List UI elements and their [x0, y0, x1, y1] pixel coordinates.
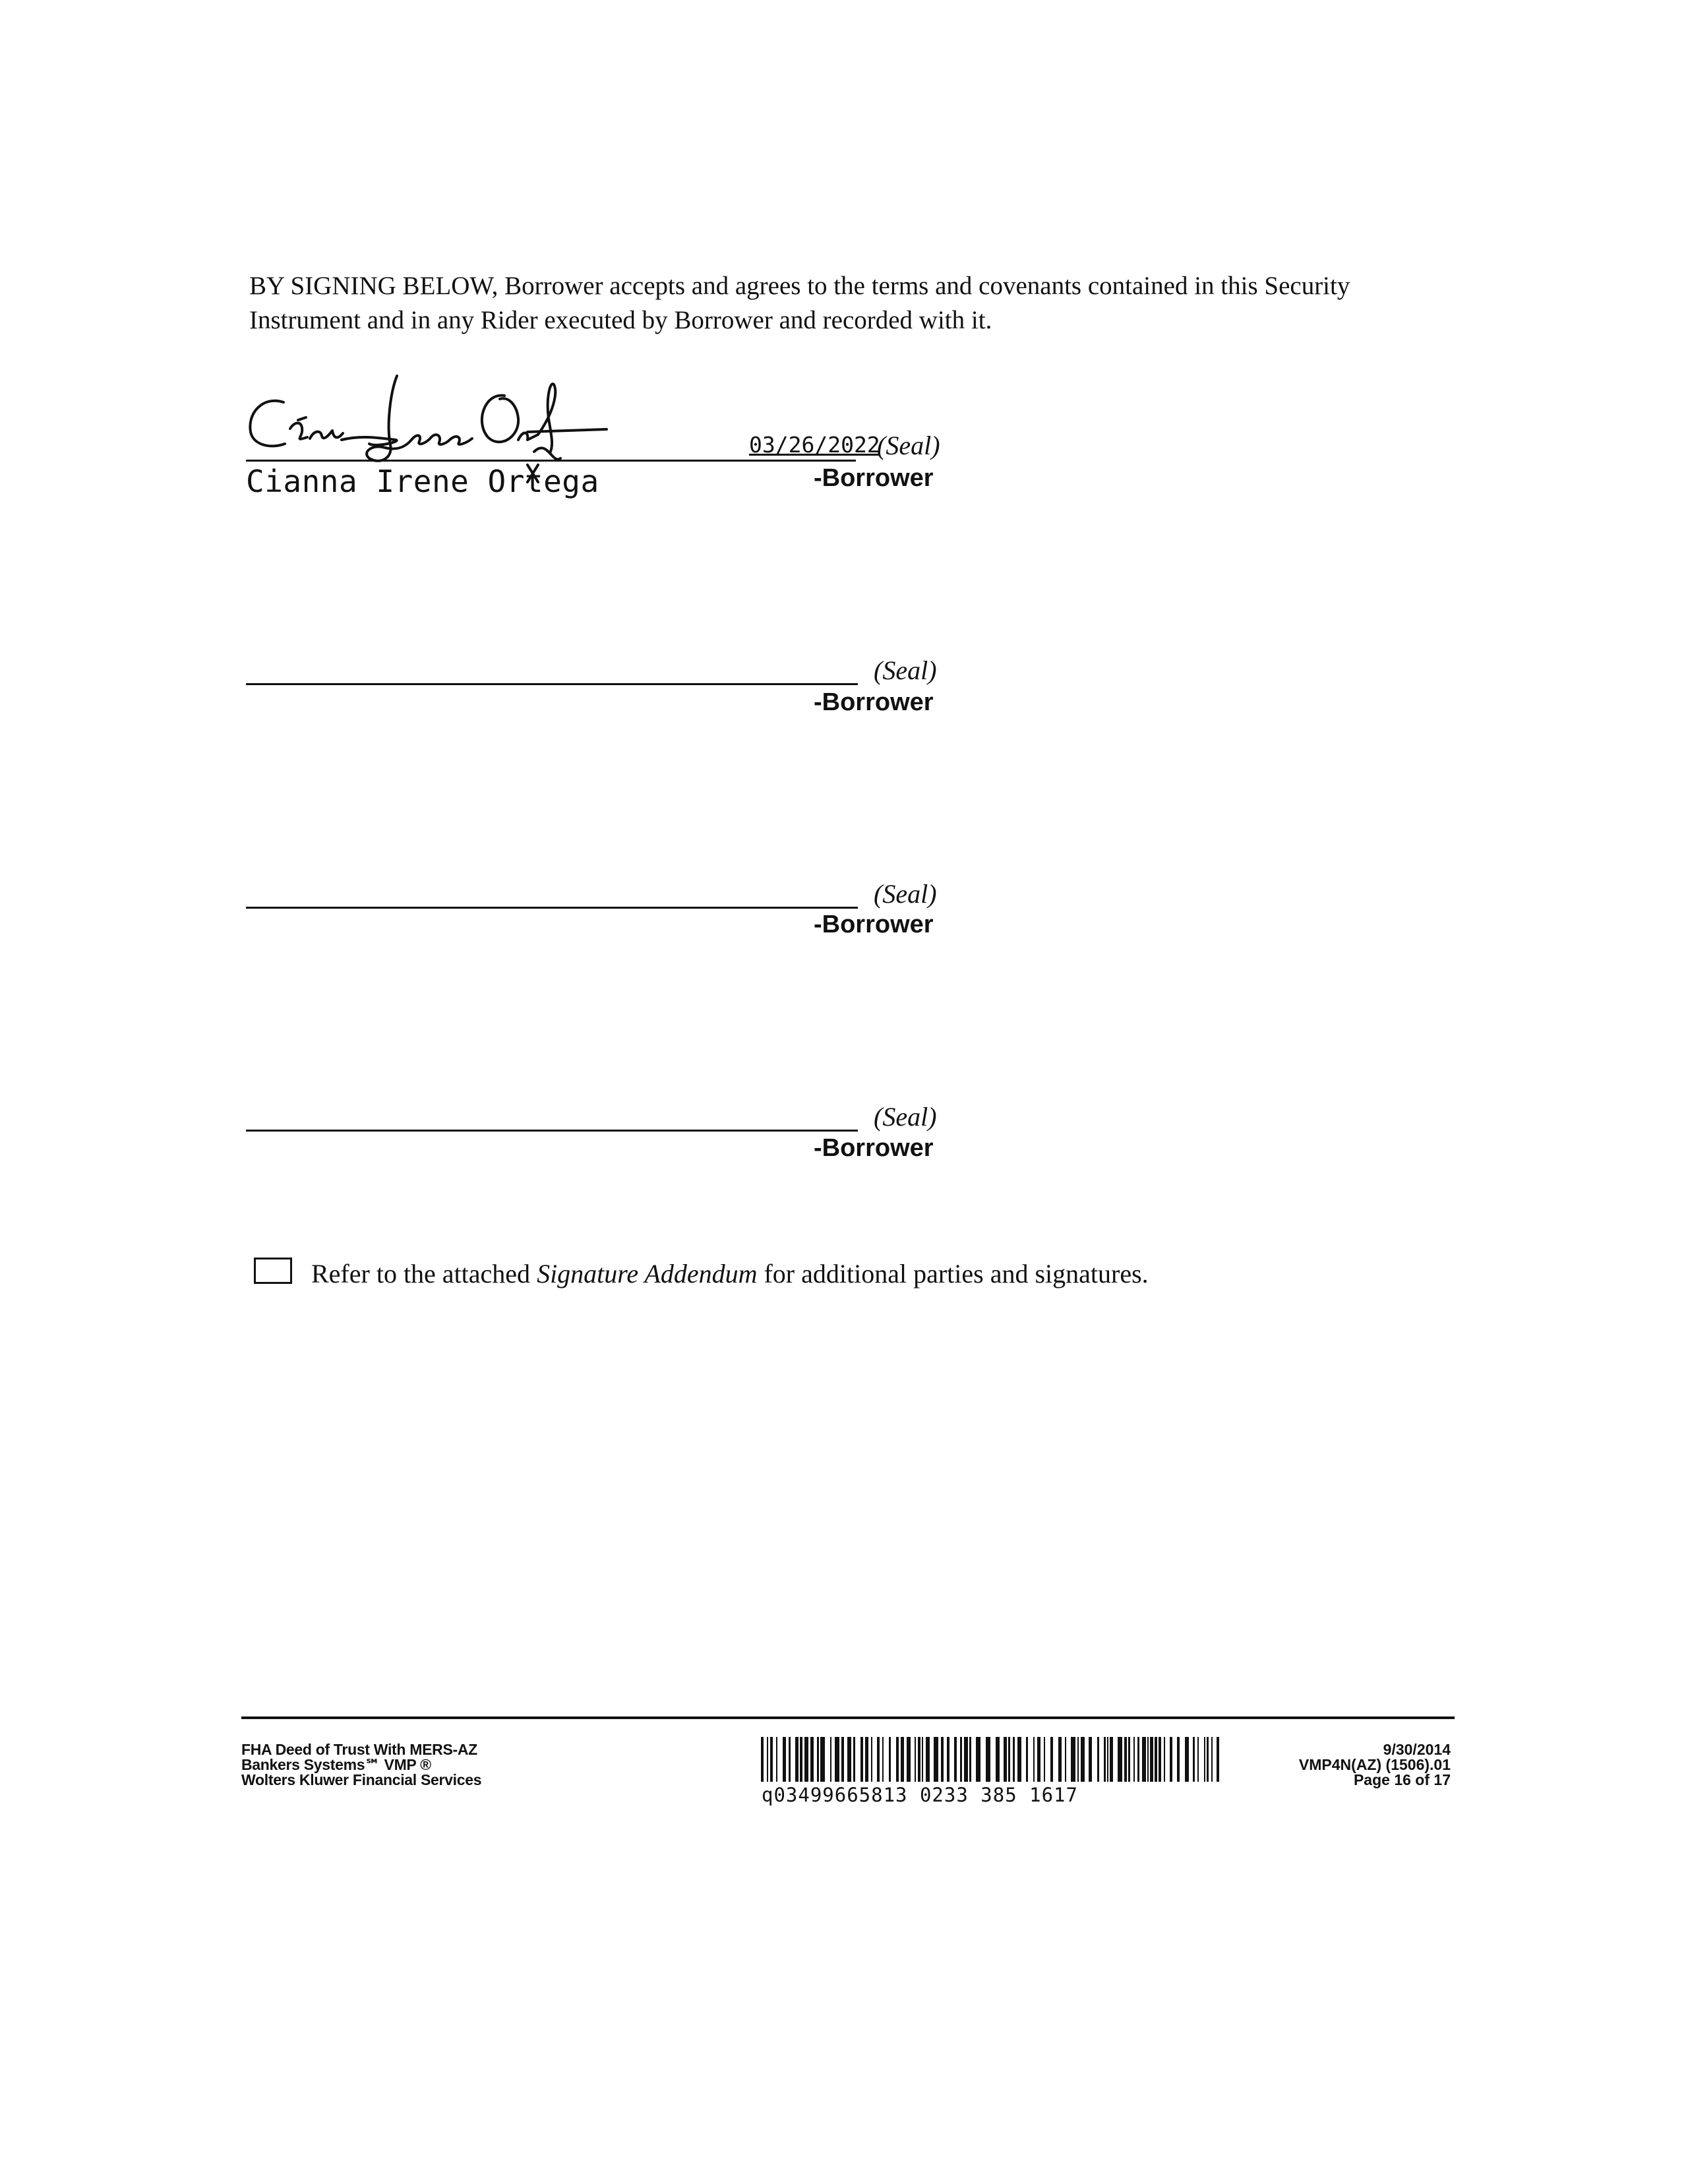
signing-statement — [249, 269, 1423, 338]
barcode-bar — [1077, 1737, 1079, 1782]
barcode-bar — [835, 1737, 839, 1782]
barcode-bar — [1147, 1737, 1149, 1782]
barcode-bar — [896, 1737, 899, 1782]
barcode-bar — [1193, 1737, 1195, 1782]
barcode-bar — [795, 1737, 799, 1782]
form-company: Wolters Kluwer Financial Services — [241, 1771, 482, 1788]
form-code: VMP4N(AZ) (1506).01 — [1298, 1756, 1451, 1773]
form-title: FHA Deed of Trust With MERS-AZ — [241, 1741, 477, 1758]
seal-label-2: (Seal) — [874, 655, 937, 685]
signature-addendum-text — [311, 1258, 1149, 1289]
barcode-bar — [1026, 1737, 1028, 1782]
barcode-bar — [776, 1737, 777, 1782]
barcode-bar — [941, 1737, 944, 1782]
barcode-bar — [954, 1737, 957, 1782]
barcode-bar — [1104, 1737, 1106, 1782]
signature-line-2 — [246, 683, 858, 685]
barcode-bar — [882, 1737, 884, 1782]
footer-divider — [241, 1716, 1455, 1719]
barcode-number: q03499665813 0233 385 1617 — [762, 1784, 1078, 1806]
borrower-label-4: -Borrower — [814, 1134, 934, 1162]
barcode-bar — [1081, 1737, 1085, 1782]
barcode-bar — [770, 1737, 773, 1782]
signature-date: 03/26/2022 — [749, 432, 880, 458]
barcode-bar — [915, 1737, 916, 1782]
signature-line-3 — [246, 907, 858, 909]
barcode-bar — [847, 1737, 851, 1782]
barcode-bar — [1128, 1737, 1130, 1782]
barcode-bar — [1110, 1737, 1113, 1782]
barcode-bar — [1058, 1737, 1062, 1782]
barcode-bar — [889, 1737, 891, 1782]
barcode-bar — [1089, 1737, 1092, 1782]
barcode-bar — [767, 1737, 768, 1782]
barcode-bar — [817, 1737, 819, 1782]
barcode-bar — [1142, 1737, 1146, 1782]
barcode-bar — [1197, 1737, 1199, 1782]
barcode-bar — [1170, 1737, 1172, 1782]
barcode-bar — [996, 1737, 1000, 1782]
barcode-bar — [960, 1737, 962, 1782]
signature-line-1 — [246, 460, 856, 462]
borrower-label-2: -Borrower — [814, 688, 934, 716]
barcode-bar — [841, 1737, 844, 1782]
barcode-bar — [1159, 1737, 1161, 1782]
barcode-bar — [810, 1737, 814, 1782]
barcode-bar — [761, 1737, 764, 1782]
barcode-bar — [1217, 1737, 1219, 1782]
barcode-bar — [922, 1737, 923, 1782]
barcode-bar — [1137, 1737, 1139, 1782]
barcode-bar — [918, 1737, 920, 1782]
barcode-bar — [1097, 1737, 1099, 1782]
barcode-bar — [1164, 1737, 1165, 1782]
barcode-bar — [901, 1737, 904, 1782]
barcode-bar — [986, 1737, 990, 1782]
barcode-bar — [947, 1737, 950, 1782]
barcode-bar — [1185, 1737, 1189, 1782]
barcode-bar — [1065, 1737, 1066, 1782]
barcode-bar — [1211, 1737, 1213, 1782]
borrower-label-1: -Borrower — [814, 464, 934, 492]
signing-statement-lead: BY SIGNING BELOW, — [249, 272, 498, 300]
form-date: 9/30/2014 — [1383, 1741, 1451, 1758]
barcode-bar — [1150, 1737, 1153, 1782]
addendum-prefix: Refer to the attached — [311, 1259, 531, 1289]
barcode-bar — [1013, 1737, 1015, 1782]
seal-label-4: (Seal) — [874, 1102, 937, 1132]
footer-form-info — [241, 1742, 481, 1788]
barcode-bar — [1155, 1737, 1157, 1782]
barcode-bar — [926, 1737, 930, 1782]
barcode-bar — [804, 1737, 808, 1782]
barcode-bar — [964, 1737, 968, 1782]
barcode-bar — [1008, 1737, 1010, 1782]
barcode-bar — [853, 1737, 855, 1782]
borrower-label-3: -Borrower — [814, 911, 934, 938]
barcode-bar — [1124, 1737, 1127, 1782]
signature-line-4 — [246, 1130, 858, 1132]
seal-label-1: (Seal) — [877, 431, 940, 460]
signature-addendum-checkbox[interactable] — [254, 1258, 292, 1284]
addendum-emphasis: Signature Addendum — [537, 1259, 758, 1289]
barcode-bar — [1071, 1737, 1075, 1782]
barcode-bar — [1004, 1737, 1007, 1782]
barcode-bar — [865, 1737, 868, 1782]
form-publisher: Bankers Systems℠ VMP ® — [241, 1756, 431, 1773]
barcode-bar — [783, 1737, 786, 1782]
barcode-bar — [877, 1737, 880, 1782]
barcode-bar — [860, 1737, 863, 1782]
barcode-bar — [1033, 1737, 1035, 1782]
barcode-bar — [1044, 1737, 1045, 1782]
page-number: Page 16 of 17 — [1353, 1771, 1451, 1788]
barcode — [760, 1737, 1228, 1783]
borrower-printed-name: Cianna Irene Ortega — [246, 464, 599, 499]
barcode-bar — [1133, 1737, 1135, 1782]
barcode-bar — [789, 1737, 791, 1782]
barcode-bar — [1037, 1737, 1040, 1782]
barcode-bar — [1207, 1737, 1209, 1782]
barcode-bar — [976, 1737, 980, 1782]
barcode-bar — [1118, 1737, 1122, 1782]
barcode-bar — [830, 1737, 831, 1782]
barcode-bar — [969, 1737, 971, 1782]
barcode-bar — [1107, 1737, 1108, 1782]
addendum-suffix: for additional parties and signatures. — [764, 1259, 1149, 1289]
barcode-bar — [800, 1737, 802, 1782]
barcode-bar — [1050, 1737, 1053, 1782]
barcode-bar — [1177, 1737, 1180, 1782]
barcode-bar — [907, 1737, 911, 1782]
footer-form-version — [1299, 1742, 1451, 1788]
barcode-bar — [1017, 1737, 1021, 1782]
barcode-bar — [871, 1737, 872, 1782]
barcode-bar — [820, 1737, 825, 1782]
seal-label-3: (Seal) — [874, 879, 937, 909]
barcode-bar — [1204, 1737, 1205, 1782]
signing-statement-text: Borrower accepts and agrees to the terms and covenants contained in this Security Instrument and in any Rider executed by Borrower and recorded with it. — [249, 272, 1350, 334]
barcode-bar — [934, 1737, 938, 1782]
